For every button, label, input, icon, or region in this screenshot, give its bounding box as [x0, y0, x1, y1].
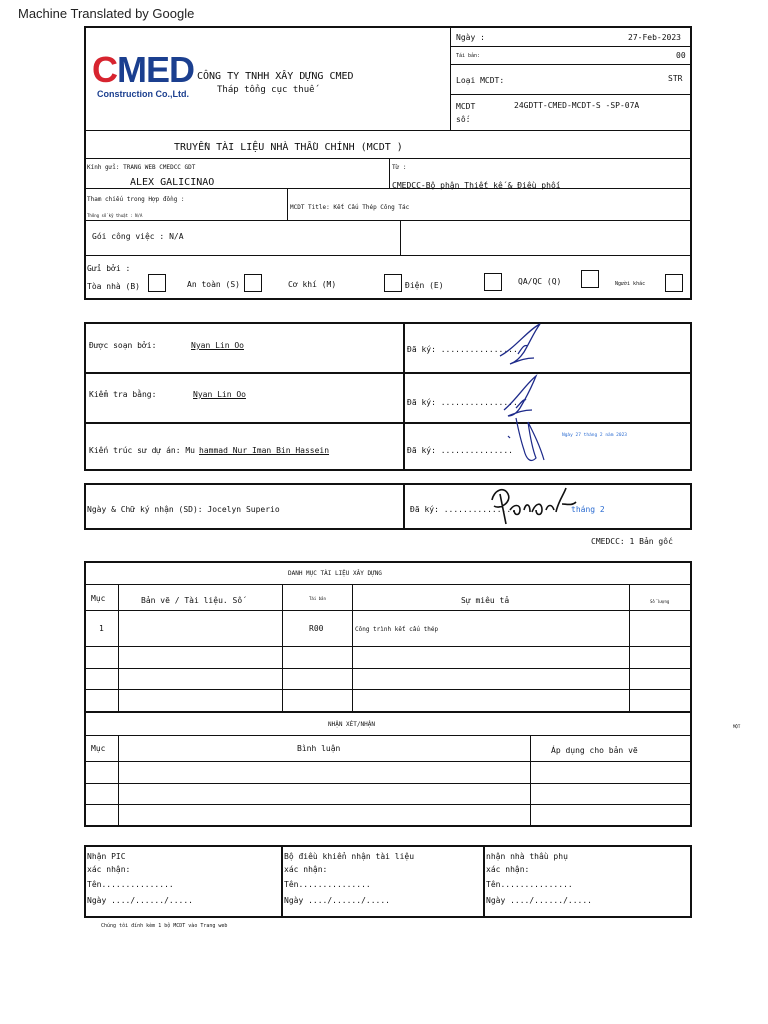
recipient-name: ALEX GALICINAO	[130, 177, 215, 188]
comments-title: NHẬN XÉT/NHẬN	[328, 721, 375, 728]
mcdt-type-label: Loại MCDT:	[456, 76, 505, 85]
prepared-by-sign-line: Đã ký: ................	[407, 345, 518, 354]
document-list-title: DANH MỤC TÀI LIỆU XÂY DỰNG	[288, 570, 382, 577]
header-document-number: Bản vẽ / Tài liệu. Số	[141, 596, 243, 605]
comments-header-comment: Bình luận	[297, 744, 341, 753]
option-other-label: Người khác	[615, 281, 646, 287]
revision-value: 00	[676, 51, 686, 60]
doc-controller-title: Bộ điều khiển nhận tài liệu	[284, 852, 415, 861]
work-package: Gói công việc : N/A	[92, 232, 184, 241]
prepared-by-name: Nyan Lin Oo	[191, 341, 244, 350]
row-revision: R00	[309, 624, 324, 633]
sender-value: CMEDCC-Bộ phận Thiết kế & Điều phối	[392, 181, 561, 190]
specification-label: Thông số kỹ thuật : N/A	[87, 213, 143, 218]
subcontractor-date-line: Ngày ..../....../.....	[486, 896, 592, 905]
architect-date-stamp: Ngày 27 tháng 2 năm 2023	[562, 433, 628, 438]
architect-name: hammad Nur Iman Bin Hassein	[199, 446, 330, 455]
document-title: TRUYỀN TÀI LIỆU NHÀ THẦU CHÍNH (MCDT )	[174, 142, 403, 153]
comments-header-item: Mục	[91, 744, 106, 753]
logo-subtitle: Construction Co.,Ltd.	[97, 89, 189, 99]
contract-reference-label: Tham chiếu trong Hợp đồng :	[87, 196, 185, 203]
date-label: Ngày :	[456, 33, 485, 42]
pic-date-line: Ngày ..../....../.....	[87, 896, 193, 905]
copy-note: CMEDCC: 1 Bản gốc	[591, 537, 673, 546]
receipt-sign-line: Đã ký: ...............	[410, 505, 516, 514]
checked-by-label: Kiểm tra bằng:	[89, 390, 157, 399]
pic-title: Nhận PIC	[87, 852, 126, 861]
architect-sign-line: Đã ký: ...............	[407, 446, 513, 455]
checked-by-name: Nyan Lin Oo	[193, 390, 246, 399]
header-quantity: Số lượng	[650, 599, 670, 604]
mcdt-number-value: 24GDTT-CMED-MCDT-S -SP-07A	[514, 101, 640, 110]
safety-checkbox[interactable]	[244, 274, 262, 292]
doc-controller-confirm: xác nhận:	[284, 865, 328, 874]
mcdt-number-label-2: số:	[456, 115, 471, 124]
option-mechanical-label: Cơ khí (M)	[288, 280, 337, 289]
option-safety-label: An toàn (S)	[187, 280, 240, 289]
recipient-label: Kính gửi: TRANG WEB CMEDCC GDT	[87, 164, 196, 171]
mechanical-checkbox[interactable]	[384, 274, 402, 292]
sender-label: Từ :	[392, 164, 407, 171]
row-item: 1	[99, 624, 104, 633]
doc-controller-name-line: Tên...............	[284, 880, 371, 889]
mcdt-type-value: STR	[668, 74, 683, 83]
header-description: Sự miêu tả	[461, 596, 510, 605]
receipt-label: Ngày & Chữ ký nhận (SD): Jocelyn Superio	[87, 505, 280, 514]
subcontractor-name-line: Tên...............	[486, 880, 573, 889]
option-building-label: Tòa nhà (B)	[87, 282, 140, 291]
electrical-checkbox[interactable]	[484, 273, 502, 291]
header-item: Mục	[91, 594, 106, 603]
footer-note: Chúng tôi đính kèm 1 bộ MCDT vào Trang web	[101, 923, 228, 929]
option-qaqc-label: QA/QC (Q)	[518, 277, 562, 286]
date-value: 27-Feb-2023	[628, 33, 681, 42]
header-revision: Tái bản	[309, 596, 326, 601]
comments-side-note: MỘT	[733, 724, 741, 729]
machine-translation-banner: Machine Translated by Google	[18, 6, 195, 21]
prepared-by-label: Được soạn bởi:	[89, 341, 157, 350]
sent-by-label: Gửi bởi :	[87, 264, 131, 273]
signature-drawings	[490, 318, 560, 468]
company-logo: CMED	[92, 49, 194, 90]
pic-name-line: Tên...............	[87, 880, 174, 889]
subcontractor-title: nhận nhà thầu phụ	[486, 852, 568, 861]
company-address: Tháp tổng cục thuế	[217, 85, 315, 95]
doc-controller-date-line: Ngày ..../....../.....	[284, 896, 390, 905]
architect-label: Kiến trúc sư dự án: Mu	[89, 446, 195, 455]
subcontractor-confirm: xác nhận:	[486, 865, 530, 874]
receipt-sign-note: tháng 2	[571, 505, 605, 514]
building-checkbox[interactable]	[148, 274, 166, 292]
option-electrical-label: Điện (E)	[405, 281, 444, 290]
revision-label: Tái bản:	[456, 53, 481, 59]
pic-confirm: xác nhận:	[87, 865, 131, 874]
other-checkbox[interactable]	[665, 274, 683, 292]
company-name: CÔNG TY TNHH XÂY DỰNG CMED	[197, 71, 354, 82]
qaqc-checkbox[interactable]	[581, 270, 599, 288]
mcdt-number-label: MCDT	[456, 102, 476, 111]
mcdt-title: MCDT Title: Kết Cấu Thép Công Tác	[290, 204, 410, 211]
row-description: Công trình kết cấu thép	[355, 626, 439, 633]
checked-by-sign-line: Đã ký: ................	[407, 398, 518, 407]
comments-header-applies-to: Áp dụng cho bản vẽ	[551, 746, 638, 755]
receipt-signature	[486, 480, 582, 528]
